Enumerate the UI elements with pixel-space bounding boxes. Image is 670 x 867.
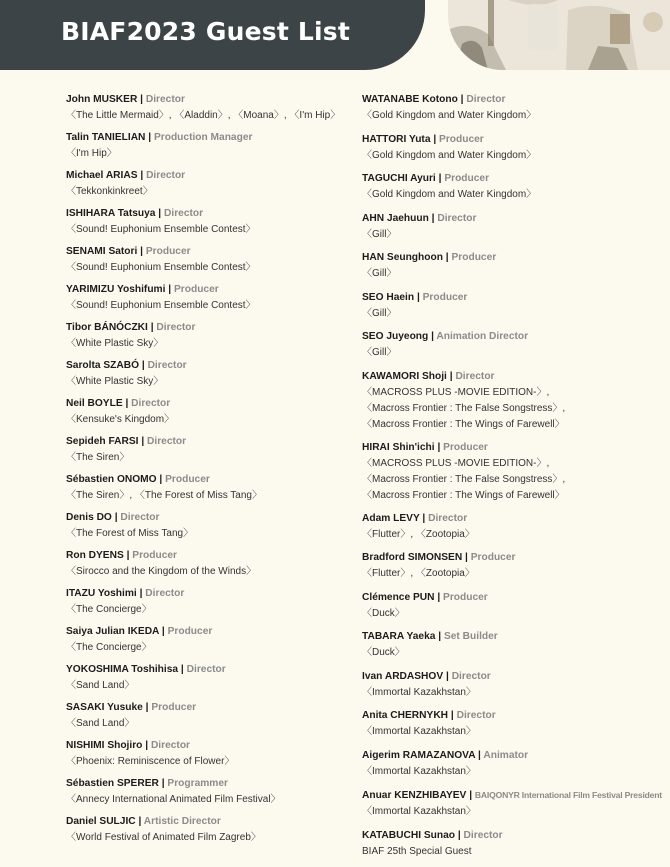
- separator: |: [469, 790, 473, 801]
- guest-work: 〈Flutter〉, 〈Zootopia〉: [362, 568, 475, 579]
- guest-name: TAGUCHI Ayuri: [362, 173, 436, 184]
- guest-name: ITAZU Yoshimi: [66, 588, 137, 599]
- guest-entry: [66, 472, 351, 504]
- guest-name: Saiya Julian IKEDA: [66, 626, 160, 637]
- guest-work: 〈Macross Frontier : The Wings of Farewell〉: [362, 418, 565, 430]
- guest-role: Director: [146, 170, 186, 181]
- guest-work: 〈Immortal Kazakhstan〉: [362, 686, 476, 698]
- guest-entry: [362, 440, 662, 504]
- separator: |: [158, 208, 162, 219]
- guest-work: 〈Sound! Euphonium Ensemble Contest〉: [66, 262, 256, 273]
- guest-role: Animator: [483, 749, 529, 761]
- separator: |: [478, 749, 481, 761]
- guest-name: SASAKI Yusuke: [66, 702, 143, 713]
- guest-name-role-line: [362, 708, 662, 724]
- guest-name: John MUSKER: [66, 94, 138, 105]
- separator: |: [168, 284, 172, 295]
- guest-entry: [362, 550, 662, 582]
- guest-entry: [66, 700, 351, 732]
- guest-name-role-line: [66, 548, 351, 564]
- guest-name-role-line: [362, 171, 662, 187]
- guest-entry: [362, 250, 662, 282]
- guest-role: Director: [145, 94, 185, 105]
- separator: |: [159, 474, 163, 485]
- guest-name: YARIMIZU Yoshifumi: [66, 284, 166, 295]
- guest-role: Director: [147, 360, 187, 371]
- guest-work: 〈Sand Land〉: [66, 680, 135, 691]
- guest-name: Daniel SULJIC: [66, 816, 136, 827]
- guest-entry: [66, 358, 351, 390]
- guest-work: 〈Immortal Kazakhstan〉: [362, 726, 476, 737]
- guest-name-role-line: [362, 211, 662, 227]
- separator: |: [437, 441, 441, 453]
- guest-work: 〈Sound! Euphonium Ensemble Contest〉: [66, 224, 256, 235]
- guest-work: 〈Phoenix: Reminiscence of Flower〉: [66, 756, 235, 767]
- guest-entry: [66, 434, 351, 466]
- guest-list-left-column: [66, 92, 351, 852]
- guest-name-role-line: [66, 244, 351, 260]
- guest-entry: [362, 590, 662, 622]
- guest-name: Talin TANIELIAN: [66, 132, 146, 143]
- guest-name: Ron DYENS: [66, 550, 124, 561]
- page-header: [0, 0, 670, 70]
- separator: |: [148, 132, 152, 143]
- guest-entry: [362, 708, 662, 740]
- guest-name: Sepideh FARSI: [66, 436, 139, 447]
- guest-name-role-line: [362, 590, 662, 606]
- guest-name: Sébastien ONOMO: [66, 474, 157, 485]
- guest-role: Programmer: [167, 778, 228, 789]
- guest-name-role-line: [362, 748, 662, 764]
- guest-name-role-line: [362, 787, 662, 804]
- guest-role: Director: [451, 670, 491, 682]
- guest-work: 〈White Plastic Sky〉: [66, 338, 164, 349]
- guest-name-role-line: [362, 369, 662, 385]
- guest-role: Director: [120, 512, 160, 523]
- guest-name: WATANABE Kotono: [362, 94, 458, 105]
- guest-role: Production Manager: [153, 132, 253, 143]
- guest-work: BIAF 25th Special Guest: [362, 845, 472, 857]
- guest-name: AHN Jaehuun: [362, 212, 429, 224]
- separator: |: [431, 212, 435, 224]
- guest-work: 〈Gill〉: [362, 268, 397, 279]
- separator: |: [145, 702, 149, 713]
- page-title: BIAF2023 Guest List: [61, 17, 351, 46]
- guest-name-role-line: [362, 669, 662, 685]
- guest-role: Director: [455, 370, 495, 382]
- guest-entry: [66, 320, 351, 352]
- guest-name: Tibor BÁNÓCZKI: [66, 322, 148, 333]
- guest-entry: [362, 748, 662, 780]
- guest-role: Director: [164, 208, 204, 219]
- header-photo-illustration: [448, 0, 670, 70]
- guest-role: Director: [131, 398, 171, 409]
- guest-work: 〈I'm Hip〉: [66, 148, 117, 159]
- guest-name-role-line: [362, 92, 662, 108]
- guest-name-role-line: [362, 440, 662, 456]
- guest-work: 〈Duck〉: [362, 607, 405, 619]
- guest-work: 〈Gill〉: [362, 347, 397, 358]
- guest-name: KATABUCHI Sunao: [362, 829, 455, 841]
- guest-name: Neil BOYLE: [66, 398, 123, 409]
- guest-list-right-column: [362, 92, 662, 867]
- separator: |: [422, 512, 426, 524]
- separator: |: [141, 436, 145, 447]
- separator: |: [138, 816, 142, 827]
- header-banner: [0, 0, 425, 70]
- separator: |: [180, 664, 184, 675]
- guest-work: 〈Sand Land〉: [66, 718, 135, 729]
- guest-work: 〈MACROSS PLUS -MOVIE EDITION-〉,: [362, 386, 550, 398]
- guest-work: 〈Annecy International Animated Film Festival〉: [66, 794, 281, 805]
- guest-entry: [362, 132, 662, 164]
- guest-entry: [362, 171, 662, 203]
- guest-role: Director: [150, 740, 191, 751]
- guest-name-role-line: [66, 358, 351, 374]
- guest-work: 〈Macross Frontier : The False Songstress〉,: [362, 402, 566, 414]
- separator: |: [416, 291, 420, 303]
- guest-name: HAN Seunghoon: [362, 252, 443, 263]
- guest-role: Producer: [439, 133, 484, 145]
- guest-work: 〈The Forest of Miss Tang〉: [66, 528, 194, 539]
- guest-name-role-line: [66, 814, 351, 830]
- guest-name: Denis DO: [66, 512, 112, 523]
- guest-entry: [66, 282, 351, 314]
- guest-entry: [66, 548, 351, 580]
- separator: |: [145, 740, 149, 751]
- guest-name-role-line: [362, 550, 662, 566]
- guest-work: 〈Immortal Kazakhstan〉: [362, 765, 476, 777]
- separator: |: [438, 631, 442, 642]
- guest-role: Set Builder: [443, 631, 498, 642]
- guest-name: ISHIHARA Tatsuya: [66, 208, 156, 219]
- guest-work: 〈Macross Frontier : The Wings of Farewell〉: [362, 489, 565, 501]
- separator: |: [114, 512, 118, 523]
- guest-name-role-line: [66, 510, 351, 526]
- guest-work: 〈Immortal Kazakhstan〉: [362, 806, 476, 817]
- guest-role: Producer: [151, 702, 197, 713]
- guest-entry: [66, 510, 351, 542]
- guest-name-role-line: [66, 130, 351, 146]
- guest-entry: [66, 244, 351, 276]
- guest-role: Animation Director: [436, 331, 529, 342]
- guest-role: Director: [456, 710, 496, 721]
- separator: |: [125, 398, 129, 409]
- guest-name: Bradford SIMONSEN: [362, 552, 463, 563]
- guest-role: Producer: [444, 173, 490, 184]
- guest-work: 〈Gill〉: [362, 228, 397, 240]
- guest-work: 〈Gold Kingdom and Water Kingdom〉: [362, 110, 537, 121]
- guest-name: Anita CHERNYKH: [362, 710, 449, 721]
- guest-work: 〈Flutter〉, 〈Zootopia〉: [362, 528, 475, 540]
- guest-work: 〈Sirocco and the Kingdom of the Winds〉: [66, 566, 257, 577]
- separator: |: [126, 550, 130, 561]
- guest-name: Adam LEVY: [362, 512, 420, 524]
- guest-name: TABARA Yaeka: [362, 631, 436, 642]
- guest-name-role-line: [66, 700, 351, 716]
- guest-work: 〈Duck〉: [362, 647, 405, 658]
- guest-role: Producer: [443, 591, 488, 603]
- guest-name-role-line: [362, 329, 662, 345]
- guest-entry: [66, 624, 351, 656]
- guest-name: Clémence PUN: [362, 591, 435, 603]
- separator: |: [445, 252, 449, 263]
- separator: |: [433, 133, 437, 145]
- guest-name-role-line: [362, 511, 662, 527]
- separator: |: [431, 331, 434, 342]
- guest-name-role-line: [66, 168, 351, 184]
- guest-work: 〈The Concierge〉: [66, 604, 152, 615]
- guest-name-role-line: [362, 132, 662, 148]
- guest-work: 〈Sound! Euphonium Ensemble Contest〉: [66, 300, 256, 311]
- guest-entry: [66, 396, 351, 428]
- guest-name: Michael ARIAS: [66, 170, 138, 181]
- separator: |: [465, 552, 468, 563]
- guest-name-role-line: [362, 290, 662, 306]
- guest-name-role-line: [66, 472, 351, 488]
- separator: |: [438, 173, 442, 184]
- guest-work: 〈Gold Kingdom and Water Kingdom〉: [362, 149, 537, 161]
- guest-entry: [362, 92, 662, 124]
- guest-role: Producer: [165, 474, 210, 485]
- guest-name-role-line: [66, 92, 351, 108]
- guest-work: 〈Gold Kingdom and Water Kingdom〉: [362, 189, 537, 200]
- guest-role: Director: [437, 212, 477, 224]
- guest-entry: [362, 211, 662, 243]
- guest-name-role-line: [362, 250, 662, 266]
- separator: |: [140, 246, 144, 257]
- guest-role: Director: [147, 436, 187, 447]
- guest-role: Producer: [422, 291, 468, 303]
- guest-role: Director: [466, 94, 506, 105]
- separator: |: [449, 370, 453, 382]
- guest-work: 〈The Concierge〉: [66, 642, 152, 653]
- separator: |: [140, 94, 144, 105]
- separator: |: [140, 170, 144, 181]
- guest-role: Producer: [451, 252, 497, 263]
- guest-name: KAWAMORI Shoji: [362, 370, 447, 382]
- guest-name-role-line: [66, 624, 351, 640]
- guest-name: SENAMI Satori: [66, 246, 138, 257]
- guest-entry: [362, 669, 662, 701]
- guest-role: BAIQONYR International Film Festival President: [474, 790, 662, 800]
- guest-name-role-line: [66, 662, 351, 678]
- guest-entry: [66, 130, 351, 162]
- guest-entry: [362, 511, 662, 543]
- guest-entry: [362, 329, 662, 361]
- guest-name: Aigerim RAMAZANOVA: [362, 749, 476, 761]
- guest-name-role-line: [66, 586, 351, 602]
- guest-work: 〈The Little Mermaid〉, 〈Aladdin〉, 〈Moana〉, 〈I'm Hip〉: [66, 110, 341, 121]
- guest-entry: [362, 629, 662, 661]
- guest-name: NISHIMI Shojiro: [66, 740, 143, 751]
- guest-role: Director: [428, 512, 468, 524]
- guest-entry: [66, 168, 351, 200]
- guest-name-role-line: [66, 320, 351, 336]
- guest-name-role-line: [66, 738, 351, 754]
- guest-entry: [66, 662, 351, 694]
- guest-name: HIRAI Shin'ichi: [362, 441, 435, 453]
- guest-entry: [66, 776, 351, 808]
- separator: |: [161, 626, 165, 637]
- guest-name: Sarolta SZABÓ: [66, 360, 140, 371]
- separator: |: [139, 588, 143, 599]
- guest-name: HATTORI Yuta: [362, 133, 431, 145]
- guest-role: Producer: [145, 246, 191, 257]
- separator: |: [457, 829, 461, 841]
- guest-entry: [66, 738, 351, 770]
- guest-name-role-line: [66, 434, 351, 450]
- guest-name: YOKOSHIMA Toshihisa: [66, 664, 179, 675]
- guest-name: Sébastien SPERER: [66, 778, 159, 789]
- separator: |: [150, 322, 154, 333]
- guest-name-role-line: [66, 396, 351, 412]
- guest-name-role-line: [362, 629, 662, 645]
- guest-entry: [66, 586, 351, 618]
- guest-role: Producer: [470, 552, 516, 563]
- guest-name: Ivan ARDASHOV: [362, 670, 444, 682]
- guest-work: 〈The Siren〉, 〈The Forest of Miss Tang〉: [66, 490, 262, 501]
- guest-role: Director: [186, 664, 226, 675]
- guest-entry: [362, 787, 662, 820]
- guest-name: SEO Juyeong: [362, 331, 429, 342]
- guest-role: Director: [156, 322, 196, 333]
- guest-name-role-line: [66, 282, 351, 298]
- guest-entry: [66, 814, 351, 846]
- guest-name: SEO Haein: [362, 291, 415, 303]
- separator: |: [161, 778, 165, 789]
- separator: |: [460, 94, 464, 105]
- separator: |: [141, 360, 145, 371]
- guest-role: Producer: [132, 550, 178, 561]
- guest-work: 〈Tekkonkinkreet〉: [66, 186, 153, 197]
- guest-name-role-line: [66, 206, 351, 222]
- guest-role: Producer: [443, 441, 488, 453]
- separator: |: [450, 710, 454, 721]
- guest-role: Director: [145, 588, 185, 599]
- guest-work: 〈MACROSS PLUS -MOVIE EDITION-〉,: [362, 457, 550, 469]
- guest-name: Anuar KENZHIBAYEV: [362, 790, 467, 801]
- guest-name-role-line: [362, 828, 662, 844]
- guest-work: 〈Kensuke's Kingdom〉: [66, 414, 175, 425]
- guest-work: 〈The Siren〉: [66, 452, 130, 463]
- guest-work: 〈Macross Frontier : The False Songstress〉,: [362, 473, 566, 485]
- separator: |: [437, 591, 441, 603]
- guest-work: 〈World Festival of Animated Film Zagreb〉: [66, 832, 261, 843]
- guest-role: Artistic Director: [143, 816, 221, 827]
- guest-role: Producer: [173, 284, 219, 295]
- guest-entry: [66, 206, 351, 238]
- guest-entry: [66, 92, 351, 124]
- guest-work: 〈White Plastic Sky〉: [66, 376, 164, 387]
- guest-entry: [362, 828, 662, 860]
- guest-entry: [362, 290, 662, 322]
- guest-role: Director: [463, 829, 503, 841]
- separator: |: [445, 670, 449, 682]
- guest-role: Producer: [167, 626, 213, 637]
- guest-entry: [362, 369, 662, 433]
- header-photo: [448, 0, 670, 70]
- guest-name-role-line: [66, 776, 351, 792]
- guest-work: 〈Gill〉: [362, 307, 397, 319]
